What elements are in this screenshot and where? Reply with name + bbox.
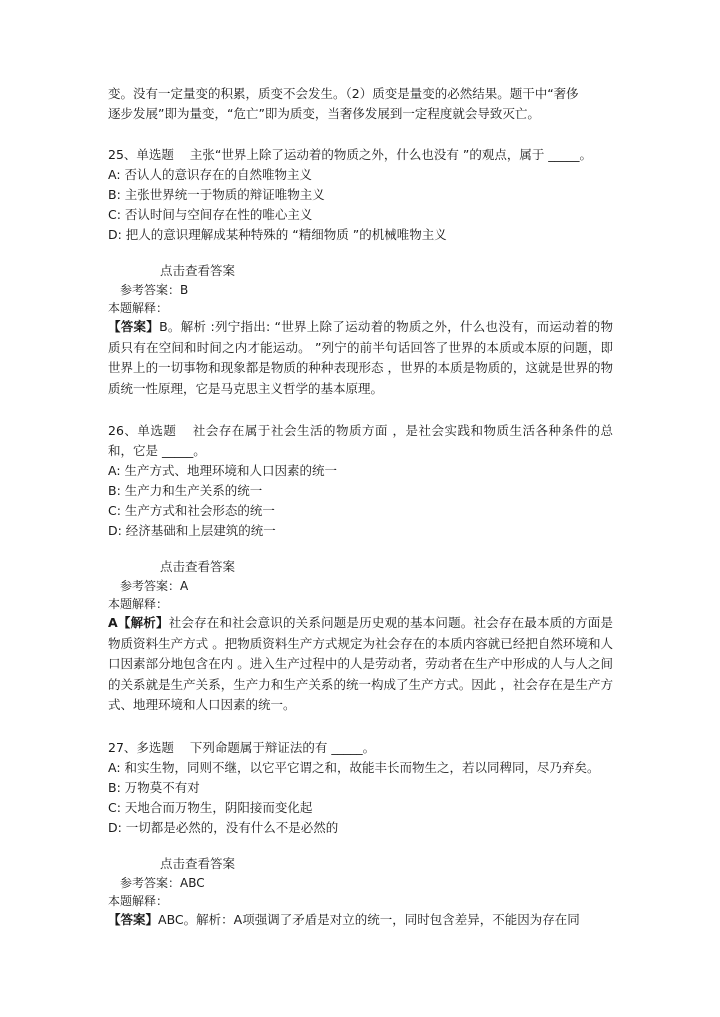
explanation-label: 本题解释：: [108, 893, 169, 908]
explanation-label: 本题解释：: [108, 301, 169, 315]
option-d[interactable]: D: 一切都是必然的，没有什么不是必然的: [108, 819, 339, 835]
question-header: [108, 421, 613, 461]
question-stem: 主张“世界上除了运动着的物质之外，什么也没有 ”的观点，属于 _____。: [189, 147, 593, 162]
intro-paragraph: [108, 84, 613, 124]
intro-line: 逐步发展”即为量变，“危亡”即为质变，当奢侈发展到一定程度就会导致灭亡。: [108, 106, 540, 121]
view-answer-link[interactable]: 点击查看答案: [160, 559, 236, 574]
question-number: 25、: [108, 147, 137, 162]
option-a[interactable]: A: 生产方式、地理环境和人口因素的统一: [108, 463, 338, 478]
option-c[interactable]: C: 否认时间与空间存在性的唯心主义: [108, 207, 313, 222]
option-d[interactable]: D: 经济基础和上层建筑的统一: [108, 523, 276, 538]
question-header: [108, 738, 613, 758]
view-answer-link[interactable]: 点击查看答案: [160, 263, 236, 278]
explanation-text: [108, 910, 613, 931]
intro-line: 变。没有一定量变的积累，质变不会发生。（2）质变是量变的必然结果。题干中“奢侈: [108, 86, 579, 101]
option-b[interactable]: B: 主张世界统一于物质的辩证唯物主义: [108, 187, 325, 202]
explanation-body: 社会存在和社会意识的关系问题是历史观的基本问题。社会存在最本质的方面是物质资料生产方式 。把物质资料生产方式规定为社会存在的本质内容就已经把自然环境和人口因素部分地包含在内 。进入生产过程中的人是劳动者，劳动者在生产中形成的人与人之间的关系就是生产关系，生产力和生产关系的统一构成了生产方式。因此 ，社会存在是生产方式、地理环境和人口因素的统一。: [108, 615, 613, 712]
document-page: [108, 84, 613, 952]
reference-answer: 参考答案：B: [120, 283, 189, 297]
option-c[interactable]: C: 天地合而万物生，阴阳接而变化起: [108, 799, 313, 815]
explanation-text: [108, 613, 613, 716]
explanation-body: ABC。解析：A项强调了矛盾是对立的统一，同时包含差异，不能因为存在同: [158, 911, 580, 927]
question-type: 多选题: [136, 739, 174, 755]
explanation-tag: 【答案】: [108, 319, 160, 334]
option-a[interactable]: A: 和实生物，同则不继，以它平它谓之和，故能丰长而物生之，若以同稗同，尽乃弃矣。: [108, 759, 600, 775]
view-answer-link[interactable]: 点击查看答案: [160, 855, 236, 871]
explanation-label: 本题解释：: [108, 597, 169, 611]
question-26: [108, 421, 613, 716]
question-header: [108, 145, 613, 165]
question-stem: 社会存在属于社会生活的物质方面 ，是社会实践和物质生活各种条件的总和，它是 _____。: [108, 423, 613, 458]
question-number: 26、: [108, 423, 138, 438]
explanation-tag: A【解析】: [108, 615, 169, 630]
question-25: [108, 145, 613, 399]
reference-answer: 参考答案：A: [120, 579, 189, 593]
question-type: 单选题: [136, 147, 174, 162]
option-d[interactable]: D: 把人的意识理解成某种特殊的 “精细物质 ”的机械唯物主义: [108, 227, 447, 242]
option-b[interactable]: B: 生产力和生产关系的统一: [108, 483, 263, 498]
question-27: [108, 738, 613, 931]
question-stem: 下列命题属于辩证法的有 _____。: [189, 739, 376, 755]
explanation-tag: 【答案】: [108, 911, 159, 927]
option-c[interactable]: C: 生产方式和社会形态的统一: [108, 503, 275, 518]
explanation-body: B。解析 :列宁指出: “世界上除了运动着的物质之外，什么也没有，而运动着的物质只有在空间和时间之内才能运动。 ”列宁的前半句话回答了世界的本质或本原的问题，即世界上的一切事物和现象都是物质的种种表现形态 ，世界的本质是物质的，这就是世界的物质统一性原理，它是马克思主义哲学的基本原理。: [108, 319, 613, 396]
question-number: 27、: [108, 739, 137, 755]
question-type: 单选题: [137, 423, 177, 438]
option-b[interactable]: B: 万物莫不有对: [108, 779, 200, 795]
reference-answer: 参考答案：ABC: [120, 875, 205, 890]
option-a[interactable]: A: 否认人的意识存在的自然唯物主义: [108, 167, 313, 182]
explanation-text: [108, 317, 613, 399]
